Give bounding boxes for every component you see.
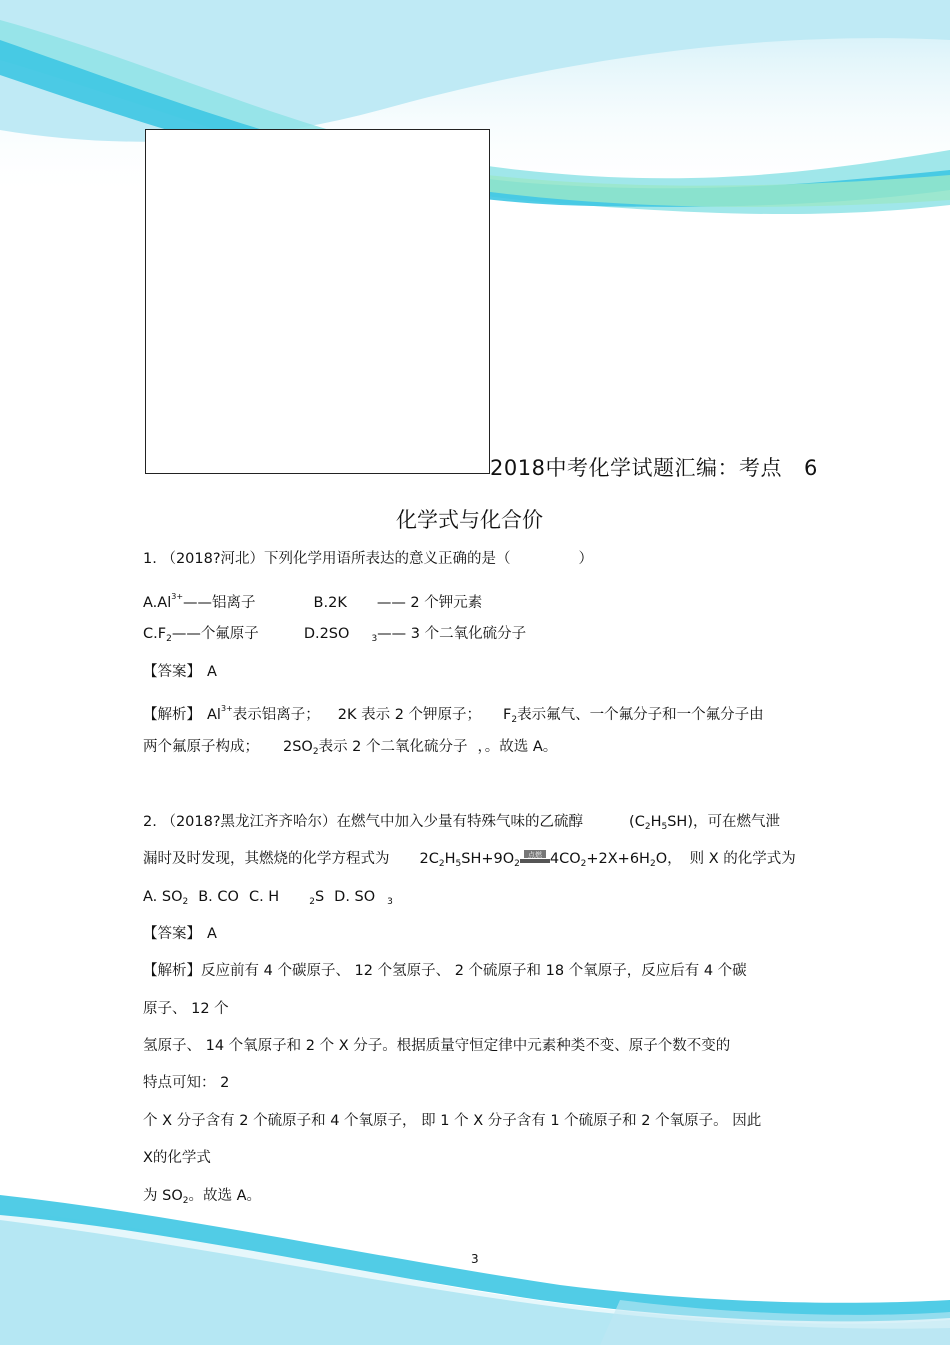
- q2-analysis-7b: 。故选 A。: [188, 1188, 261, 1204]
- q2-option-c: C. H: [248, 889, 280, 905]
- q2-analysis-7-sub: 2: [182, 1196, 189, 1206]
- q1-analysis-b: 表示铝离子；: [232, 707, 320, 723]
- q1-answer: [143, 662, 217, 682]
- q2-eq-b: H: [444, 851, 456, 867]
- q2-stem-text: 2. （2018?黑龙江齐齐哈尔）在燃气中加入少量有特殊气味的乙硫醇: [143, 814, 584, 830]
- q2-eq-e: +2X+6H: [586, 851, 650, 867]
- q1-option-c-sub: 2: [166, 634, 172, 644]
- q2-analysis-label: 【解析】: [143, 963, 201, 979]
- q1-stem-text: 1. （2018?河北）下列化学用语所表达的意义正确的是（: [143, 551, 511, 567]
- q1-analysis-al: Al: [207, 707, 221, 723]
- reaction-condition-sign: [520, 849, 550, 865]
- q1-analysis-d-sub: 2: [511, 715, 518, 725]
- q1-option-b-text: —— 2 个钾元素: [376, 595, 483, 611]
- title-line1: 2018中考化学试题汇编：考点: [490, 456, 782, 480]
- q2-analysis-line4: 特点可知： 2: [143, 1075, 230, 1091]
- q2-stem-b-sub: 2: [644, 822, 651, 832]
- q1-option-d-sub: 3: [371, 634, 378, 644]
- q1-option-d: D.2SO: [303, 626, 350, 642]
- page-number: 3: [471, 1252, 479, 1266]
- q1-analysis-c: 2K 表示 2 个钾原子；: [337, 707, 482, 723]
- q2-stem-b: (C: [629, 814, 645, 830]
- image-placeholder-frame: [145, 129, 490, 474]
- q2-line2-a: 漏时及时发现，其燃烧的化学方程式为: [143, 851, 390, 867]
- q1-analysis-2c: 表示 2 个二氧化硫分子: [318, 739, 468, 755]
- q2-option-c2: S: [314, 889, 325, 905]
- q1-analysis-2b: 2SO: [283, 739, 313, 755]
- page-title: [490, 452, 818, 482]
- q2-stem-d: SH)，可在燃气泄: [667, 814, 780, 830]
- q2-analysis-line3: 氢原子、 14 个氧原子和 2 个 X 分子。根据质量守恒定律中元素种类不变、原子个数不变的: [143, 1038, 731, 1054]
- q1-option-a-text: ——铝离子: [183, 595, 256, 611]
- q1-option-a: A.Al: [143, 595, 172, 611]
- q1-analysis-line1: [143, 699, 764, 730]
- q2-option-d: D. SO: [334, 889, 376, 905]
- q2-analysis-line2: 原子、 12 个: [143, 1001, 229, 1017]
- q1-option-c-text: ——个氟原子: [171, 626, 259, 642]
- q2-line2-b: 则 X 的化学式为: [689, 851, 796, 867]
- q2-option-b: B. CO: [198, 889, 239, 905]
- q1-answer-value: A: [207, 664, 217, 680]
- q1-analysis-e: 表示氟气、一个氟分子和一个氟分子由: [517, 707, 764, 723]
- q1-stem: [143, 549, 593, 569]
- q2-option-a: A. SO: [143, 889, 183, 905]
- q1-analysis-d: F: [503, 707, 512, 723]
- q2-answer-value: A: [207, 926, 217, 942]
- q2-option-c-sub: 2: [309, 897, 315, 907]
- q2-eq-f: O，: [655, 851, 682, 867]
- q1-analysis-sup: 3+: [220, 704, 233, 713]
- q2-equation-line: [143, 849, 796, 874]
- q2-eq-a-sub: 2: [438, 859, 445, 869]
- q1-analysis-2a: 两个氟原子构成；: [143, 739, 259, 755]
- q2-analysis-line5: 个 X 分子含有 2 个硫原子和 4 个氧原子， 即 1 个 X 分子含有 1 个硫原子和 2 个氧原子。 因此: [143, 1113, 762, 1129]
- q2-eq-c-sub: 2: [514, 859, 520, 869]
- q1-option-b: B.2K: [313, 595, 347, 611]
- q2-analysis-7a: 为 SO: [143, 1188, 183, 1204]
- q2-analysis-line1: [143, 961, 747, 981]
- reaction-condition-text: 点燃: [527, 851, 542, 859]
- q2-options: [143, 887, 393, 912]
- q2-eq-a: 2C: [419, 851, 439, 867]
- q1-options-cd: [143, 624, 526, 649]
- q2-analysis-line7: [143, 1186, 261, 1211]
- q2-eq-d: 4CO: [549, 851, 581, 867]
- q1-option-d-text: —— 3 个二氧化硫分子: [377, 626, 527, 642]
- q2-stem-c: H: [650, 814, 662, 830]
- q2-eq-c: SH+9O: [461, 851, 515, 867]
- page-subtitle: 化学式与化合价: [396, 508, 543, 532]
- q1-options-ab: [143, 587, 482, 613]
- q2-option-a-sub: 2: [182, 897, 189, 907]
- q2-answer: [143, 924, 217, 944]
- q1-analysis-label: 【解析】: [143, 707, 201, 723]
- q1-analysis-line2: [143, 737, 557, 762]
- q1-option-a-sup: 3+: [171, 592, 184, 601]
- q2-analysis-1: 反应前有 4 个碳原子、 12 个氢原子、 2 个硫原子和 18 个氧原子，反应后有 4 个碳: [201, 963, 747, 979]
- title-number: 6: [803, 456, 818, 480]
- q2-answer-label: 【答案】: [143, 926, 201, 942]
- q1-option-c: C.F: [143, 626, 167, 642]
- q2-stem: [143, 812, 780, 837]
- q2-option-d-sub: 3: [387, 897, 393, 907]
- q1-analysis-2d: ，。故选 A。: [477, 739, 558, 755]
- q2-eq-d-sub: 2: [580, 859, 587, 869]
- q1-answer-label: 【答案】: [143, 664, 201, 680]
- q2-eq-e-sub: 2: [649, 859, 656, 869]
- q2-analysis-line6: X的化学式: [143, 1150, 211, 1166]
- q1-stem-close: ）: [578, 551, 594, 567]
- q2-stem-c-sub: 5: [661, 822, 668, 832]
- q1-analysis-2b-sub: 2: [312, 747, 319, 757]
- q2-eq-b-sub: 5: [455, 859, 462, 869]
